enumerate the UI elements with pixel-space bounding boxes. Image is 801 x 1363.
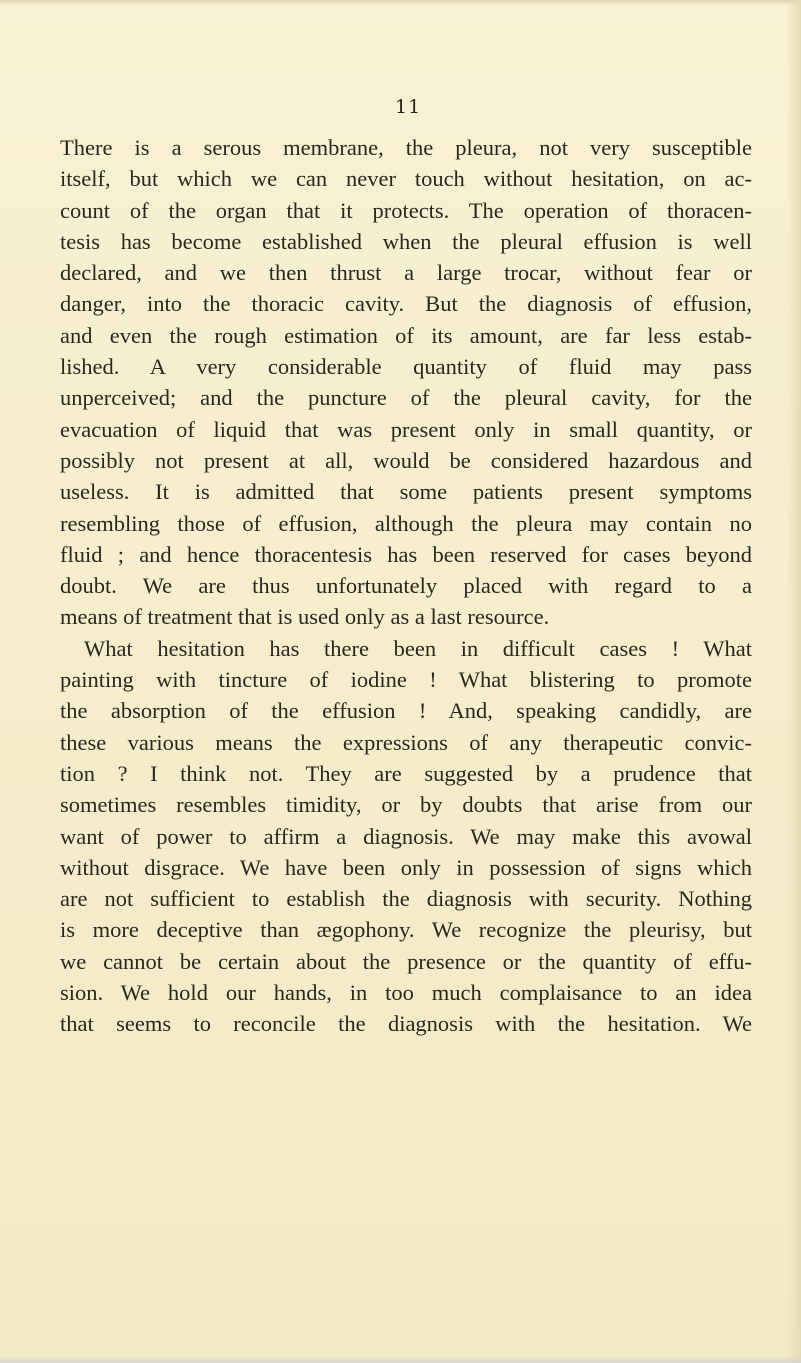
text-line: What hesitation has there been in difficult cases ! What: [84, 635, 752, 661]
text-line: these various means the expressions of any therapeutic convic-: [60, 729, 752, 755]
text-line: and even the rough estimation of its amount, are far less estab-: [60, 322, 752, 348]
text-line: are not sufficient to establish the diagnosis with security. Nothing: [60, 886, 752, 912]
text-line: danger, into the thoracic cavity. But the diagnosis of effusion,: [60, 291, 752, 317]
text-line: There is a serous membrane, the pleura, not very susceptible: [60, 135, 752, 160]
text-line: doubt. We are thus unfortunately placed with regard to a: [60, 573, 752, 599]
text-line: unperceived; and the puncture of the pleural cavity, for the: [60, 385, 752, 411]
text-line: sometimes resembles timidity, or by doubts that arise from our: [60, 792, 752, 818]
text-line: lished. A very considerable quantity of fluid may pass: [60, 354, 752, 380]
text-line: we cannot be certain about the presence or the quantity of effu-: [60, 948, 752, 974]
text-line: fluid ; and hence thoracentesis has been reserved for cases beyond: [60, 541, 752, 567]
text-line: itself, but which we can never touch without hesitation, on ac-: [60, 166, 752, 192]
text-line: evacuation of liquid that was present only in small quantity, or: [60, 416, 752, 442]
page-bottom-shadow: [0, 1355, 801, 1363]
body-text: [60, 132, 752, 1040]
text-line: painting with tincture of iodine ! What blistering to promote: [60, 667, 752, 693]
text-line: useless. It is admitted that some patients present symptoms: [60, 479, 752, 505]
text-line: without disgrace. We have been only in possession of signs which: [60, 854, 752, 880]
text-line: possibly not present at all, would be considered hazardous and: [60, 447, 752, 473]
text-line: sion. We hold our hands, in too much complaisance to an idea: [60, 980, 752, 1006]
text-line: tesis has become established when the pleural effusion is well: [60, 228, 752, 254]
text-line: is more deceptive than ægophony. We recognize the pleurisy, but: [60, 917, 752, 943]
text-line: count of the organ that it protects. The operation of thoracen-: [60, 197, 752, 223]
text-line: the absorption of the effusion ! And, speaking candidly, are: [60, 698, 752, 724]
text-line: declared, and we then thrust a large trocar, without fear or: [60, 260, 752, 286]
page-right-shadow: [787, 0, 801, 1363]
page-top-shadow: [0, 0, 801, 6]
text-line: resembling those of effusion, although the pleura may contain no: [60, 510, 752, 536]
text-line: that seems to reconcile the diagnosis with the hesitation. We: [60, 1011, 752, 1037]
text-line: means of treatment that is used only as a last resource.: [60, 604, 550, 630]
page-number: 11: [395, 96, 422, 118]
text-line: want of power to affirm a diagnosis. We may make this avowal: [60, 823, 752, 849]
text-line: tion ? I think not. They are suggested by a prudence that: [60, 760, 752, 786]
